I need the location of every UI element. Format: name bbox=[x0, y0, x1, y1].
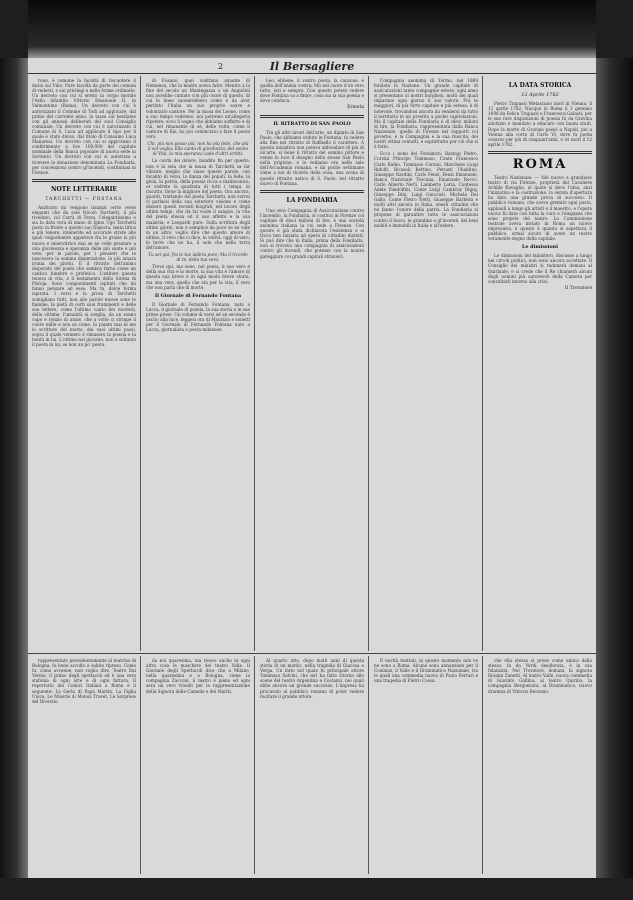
bottom-text-2: da noi quaresima, ma riesce anche in ogni altra cosa le maschere del teatro Valle. Il Giornale degli Spettacoli dice che a Milano, nella quaresima e a Bologna, viene la compagnia Zacconi, il teatro è pieno ed ogni sera un vero trionfo per la rappresentazione della Signora delle Camelie e dei Mariti. bbox=[146, 658, 250, 694]
fondiaria-title: LA FONDIARIA bbox=[286, 196, 338, 204]
column-rule bbox=[140, 656, 141, 874]
data-storica-title: LA DATA STORICA bbox=[508, 82, 572, 89]
dimissioni-title: Le dimissioni bbox=[522, 244, 558, 251]
ritratto-san-paolo-body: Tra gli altri lavori dell'arte, un dipinto di San Paolo, che abbiamo veduto in Fontana, fa vedere alla fine nel ritratto di Raffaello il carattere. A questa iniziativa non poteva abbondare di più di un'arte, sì bene il ritratto del sommo pittore e venne in luce il disegno dello stesso San Paolo nella prigione, e lo vediamo ora nelle sale dell'Accademia romana, e da poche settimane viene a noi di ricordo della cosa, una scena di questo ritratto antico di S. Paolo, nel ritratto nuovo di Fontana. bbox=[260, 129, 364, 186]
roma-title: ROMA bbox=[512, 156, 568, 172]
column-3 bbox=[260, 78, 364, 653]
note-letterarie-subtitle: TARCHETTI — FOSTANA bbox=[45, 196, 123, 202]
column-rule bbox=[368, 656, 369, 874]
note-letterarie-body: Anzitutto mi vengono innanzi certe verse eleganti che da sole Nicolò Tarchetti, il più riveduto, col Carrà di Terzo, l'elegantissimo o sia la data vera di mano di Igino Ugo Tarchetti posto in fronte a questo suo Disjecta, meta lirica e più tenere, intenerite ed accorate strofe alle quali volgarmente apparisce fra le grazie la più nuova e innervitrice mai se ne volle prestare a una giovinezza e speranza delle più sante e più vere, per le parole, per i pensieri che le nascosero la somma disperazione, la più amara ironia dei giorni. È il ritratto dell'animo disperato del poeta che sembra farne come un cantico funebre e profetico. L'editore questa tenera di vita, è il testamento dello Sirena di Pistoja. Sono componimenti ispirati che mi fanno pensare ad esso. Ma tu, dolce forma ispirata. I versi e la prosa di Tarchetti somigliano tutti, non alle parole mosse sono le fiamme, la pietà di certi suoi frammenti e delle sue lettere, come l'ultimo canto dei morenti, delle vittime, l'umanità si sveglia, da un sonno cupo e ronzio di ansie, che a volte ci stringe il cuore mille e non sa come. Io pianto mai in me lo scrittore del morto, dei suoi ultimi passi, sopra il quale vennero e rimasero la poesia e la bontà in lui. L'ottimo nel giovane, non è soltanto il poeta in lui, se non un po' poeta. bbox=[32, 204, 136, 348]
fontana-article-body: Il Giornale di Fernando Fontana, nato a Lucca, il giornale di poesia, la sua storia e le sue prime prose. Un volume di versi ed un secondo è uscito alla luce, leggesi ora di Maurizio e sonetti per il Giornale di Fernando Fontana nato a Lucca, giornalista e poeta milanese. bbox=[146, 301, 250, 333]
column-rule bbox=[482, 656, 483, 874]
bottom-text-1: rappresentato precedentemente al teatrino di Bologna, fu bene accolto e subito ripreso. Come fu, come avvenne, non voglio dire. Teatro Dal Verme, il primo degli spettacoli ed è una vera sinfonia di ogni arte e di ogni fattura. Il repertorio dei Comici Italiani a Roma è il seguente: La Gerla di Papà Martin, La Figlia Unica, Le Miserie di Monsù Travet, Le Sorprese del Divorzio. bbox=[32, 658, 136, 704]
bottom-column-5 bbox=[488, 658, 592, 873]
data-storica-body: Pietro Trapassi Metastasio morì in Vienna, il 12 aprile 1782. Nacque in Roma il 3 gennaio 1698 da Felice Trapassi e Francesca Galasti; per le sue rare disposizioni di poesia fu da Gravina adottato e mandato a educare con buoni studi. Dopo la morte di Gravina passò a Napoli, poi a Vienna alla corte di Carlo VI, dove fu poeta cesareo per più di cinquant'anni, e ivi morì il 12 aprile 1782. bbox=[488, 101, 592, 147]
ritratto-san-paolo-title: IL RITRATTO DI SAN PAOLO bbox=[273, 120, 351, 127]
column-rule bbox=[368, 76, 369, 651]
column-rule bbox=[254, 656, 255, 874]
double-rule bbox=[488, 151, 592, 154]
fold-rule bbox=[28, 653, 596, 654]
newspaper-page bbox=[28, 58, 596, 878]
fondiaria-body: Una vera Compagnia di Assicurazione contro l'incendio, la Fondiaria, si costituì in Firenze col capitale di dieci milioni di lire, è una società anonima italiana la cui sede a Firenze. Con questo è già stata dichiarata l'esistenza e si trova ben iniziata ad opera di cittadini distinti. Si può dire che in Italia, prima della Fondiaria, non si trovava una compagnia di assicurazioni contro gli incendi, che potesse con la nostra gareggiare coi grandi capitali stranieri. bbox=[260, 207, 364, 259]
masthead: Il Bersagliere bbox=[269, 60, 355, 73]
fontana-section-title: Il Giornale di Fernando Fontana bbox=[154, 292, 242, 299]
top-dark-margin bbox=[28, 0, 596, 58]
page-number: 2 bbox=[218, 62, 224, 71]
column-1-top-text: rono, è comune la facoltà di riscuotere il dazio sul Vino. Pure facoltà da parte dei comuni di vedersi, o sui privilegi e nelle forme ordinarie. Un decreto con cui si eretto in corpo morale l'Asilo infantile Vittorio Emanuele II, in Valmontone (Roma). Un decreto con cui è autorizzato il Comune di Todi ad applicare, dal primo del corrente anno, la tassa sul bestiame con gli annessi deliberati del suol Consiglio comunale. Un decreto con cui è autorizzato il Comune di S. Luca ad applicare il tipo per il quale è stato diviso, dal titolo di Consumo Luca Manaresi. Un decreto con cui si approvano il conferimento a lire 100,000 del capitale nominale della Banca popolare di nuova sede in Sorrento. Un decreto con cui si autorizza a ricevere la donazione denominata La Fondiaria, per convenzioni contro gl'incendi, costituitasi in Firenze. bbox=[32, 78, 136, 175]
column-rule bbox=[140, 76, 141, 651]
bottom-text-5: che ella stessa si prese come amica dallo stesso, fu da Verdi desiderata, è la sua fidanzata. Nel Trovatore, domani, la signora Rossini Zanetti. Al teatro Valle, nuova commedia di Giacinto Gallina; al teatro Quirino, la compagnia Bergonzoni; al Drammatico, nuovo dramma di Vittorio Bersezio. bbox=[488, 658, 592, 694]
double-rule bbox=[260, 115, 364, 118]
double-rule bbox=[32, 179, 136, 182]
column-rule bbox=[254, 76, 255, 651]
column-4-top-text: Compagnia anonima di Torino, nel 1869 fondata la Nazione. Un grande capitale di assicurazioni tante compagnie estere, ogni anno si presentano ai nostri borghesi, molti dei quali imparano ogni giorno il suo valore. Fra le maggiori, di più forte capitale e più estesa, è di notevole, trovandosi ancora da vendersi da tutto il territorio in un prestito a poche capitolazioni. Ma il capitale della Fondiaria è di dieci milioni di lire, la Fondiaria, rappresentata dalla Banca Nazionale, quella di Firenze nei rapporti col governo, e la Compagnia e la sua riuscita, dei nostri ottimi contatti, e soprattutto per ciò che si è fatto. bbox=[374, 78, 478, 150]
dimissioni-body: Le dimissioni del ministero, discusse a lungo nei circoli politici, non sono ancora accettate. Il Consiglio dei ministri si radunerà domani al Quirinale, e si crede che il Re chiamerà alcuni degli uomini più autorevoli della Camera per consultarli intorno alla crisi. bbox=[488, 253, 592, 284]
right-page-edge bbox=[596, 58, 633, 878]
bottom-column-4 bbox=[374, 658, 478, 873]
column-rule bbox=[482, 76, 483, 651]
double-rule bbox=[260, 190, 364, 193]
signature-trovatore: Il Trovatore bbox=[564, 285, 592, 291]
column-5 bbox=[488, 78, 592, 653]
column-3-top-text: Leo, ebbene, il vostro poeta, la canzone, e quella dell'anima vostra; Ma nel cuore d'un vero tutto, ieri e sempre. Con questo potete vedere dove Fontana va a finire, cosa sia la sua poesia e dove conduca. bbox=[260, 78, 364, 104]
poem-excerpt-1: Chi, più non posso più, non ha più fede, che più il sol veglia; Ella canto di giovinezza, del sonno di Vita, la mia speranza cade d'altri scritti. bbox=[147, 141, 249, 157]
tarchetti-article-body-2: La corda dei dolore, bandito fin per questo; non è la sola che la musa di Tarchetti sa far vibrare, meglio che siano queste parole, con incanto di versi, la danza dei popoli, la fede, la gioia, la patria, della poesia ricca e malinconica, or vedrete la quadrata di tutti i tempi, in riscatto, forse la migliore del poeta. Ora ancora, guardi, trattando del poeta Tarchetti, non vorrei vi parlassi della sua esteriore visione e come dissero questi recenti biografi, nel lavoro degli ultimi tempi, che da lui vuole il sangue, la vita del poeta stessa ed il suo affetto e la sua malattia; e Leopardi pure. Sulla scrittura degli ultimi giorni, non è semplice da poco se ne vide in un altro, voglio dire che questo amore di ultimo, il vero che ci dice, le verità, oggi di vero, le terre che ne ha, il sole che nella terra dell'amore. bbox=[146, 158, 250, 250]
fondiaria-founders-list: Ecco i nomi dei Fondatori: Bastogi Pietro, Corsini Principe Tommaso, Conte Francesco Carlo Balbo, Tommaso Corsini, Marchese Luigi Ridolfi, Ricasoli Bettino, Peruzzi Ubaldino, Giuseppe Nardini, Carlo Fenzi, Fenzi Emanuele, Banca Nazionale Toscana, Emanuele Rocco, Carlo Alberto Nerli, Lamberto Loria, Contessa Adele Pandolfini, Conte Luigi Cambray Digny, Giuseppe Dini, Luigi Guiccioli, Michele Del Gallo, Conte Pietro Nerli, Giuseppe Barbera e molti altri ancora in Italia, onesti cittadini che ne fanno l'onore della patria. La Fondiaria si propone di garantire tutte le assicurazioni contro il fuoco, le grandine e gl'incendi, dei beni mobili e immobili in Italia e all'estero. bbox=[374, 151, 478, 228]
bottom-column-2 bbox=[146, 658, 250, 873]
binding-edge bbox=[0, 58, 28, 878]
poem-excerpt-2: Tu sei qui, fra le tue labbra pure; Ma il ricordo di te, della tua vera. bbox=[148, 252, 248, 263]
bottom-text-4: E novità teatrali, in questo momento non ve ne sono a Roma. Alcune sono annunziate per il Costanzi, il Valle e il Drammatico Nazionale, tra le quali una commedia nuova di Paolo Ferrari e una tragedia di Pietro Cossa. bbox=[374, 658, 478, 684]
bottom-column-1 bbox=[32, 658, 136, 873]
bottom-text-3: Al quarto atto, dopo molti anni di questa storia di un marito, nella tragedia di Giacosa e Verga. Un fatto nel quale fu principale attore Tommaso Salvini, che ieri ha fatto ritorno alle scene del teatro Argentina e Costanzi, nei quali ebbe ancora un grande successo. L'impresa ha procurato al pubblico romano di poter vedere recitare il grande attore. bbox=[260, 658, 364, 699]
column-2 bbox=[146, 78, 250, 653]
tarchetti-article-body-3: Trovo qui, ma sono, nel poeta, il suo vero e della sua vita e la morte, la sua vita e l'amore di questa sua breve e in ogni modo breve storia, ma una vera, quella che sta per la vita, il vero che non parla che di morte. bbox=[146, 264, 250, 290]
signature-ermeta: Ermeta bbox=[347, 105, 364, 111]
note-letterarie-title: NOTE LETTERARIE bbox=[51, 185, 117, 193]
column-1 bbox=[32, 78, 136, 653]
column-4 bbox=[374, 78, 478, 653]
tarchetti-article-body: di Fusano, quel volittano amante di Nemenea, che la madre aveva fatto. Mentre a la fine del secolo un Mantegazza o un Angiolini non avrebbe cantato con più cuore di questo, di cui le linee suonerebbero come è da aver perduto l'Italia un suo proprio soave e volontario cantore. Per la musa del Leone, come a suo tempo vedremo, noi potremo un'allegoria ripetere: ecco il sogno che abbiamo sofferto e di cui, nel rimanente di sé, delle volte, come il cantore di Ilio, ha poi cominciato a fare il poeta vero. bbox=[146, 78, 250, 140]
roma-teatro-body: Teatro Nazionale. — Nel nuovo e grandioso teatro di via Firenze, proprietà del Cavaliere Achille Ravaglia, al quale si deve l'idea, anzi l'iniziativa e la costruzione, la serata d'apertura ha dato una grande prova di successo. Il pubblico romano, che aveva gremito ogni posto, applaudì a lungo gli artisti e il maestro, e l'opera nuova fu data con tutta la cura e l'eleganza che sono proprie del teatro. La Commissione teatrale aveva inviato in Roma un nuovo impresario, e questo è quanto si aspettava il pubblico, ormai sicuro di avere un teatro veramente degno della capitale. bbox=[488, 174, 592, 242]
data-storica-date: 12 Aprile 1782 bbox=[521, 92, 559, 98]
bottom-column-3 bbox=[260, 658, 364, 873]
page-header bbox=[28, 60, 596, 74]
